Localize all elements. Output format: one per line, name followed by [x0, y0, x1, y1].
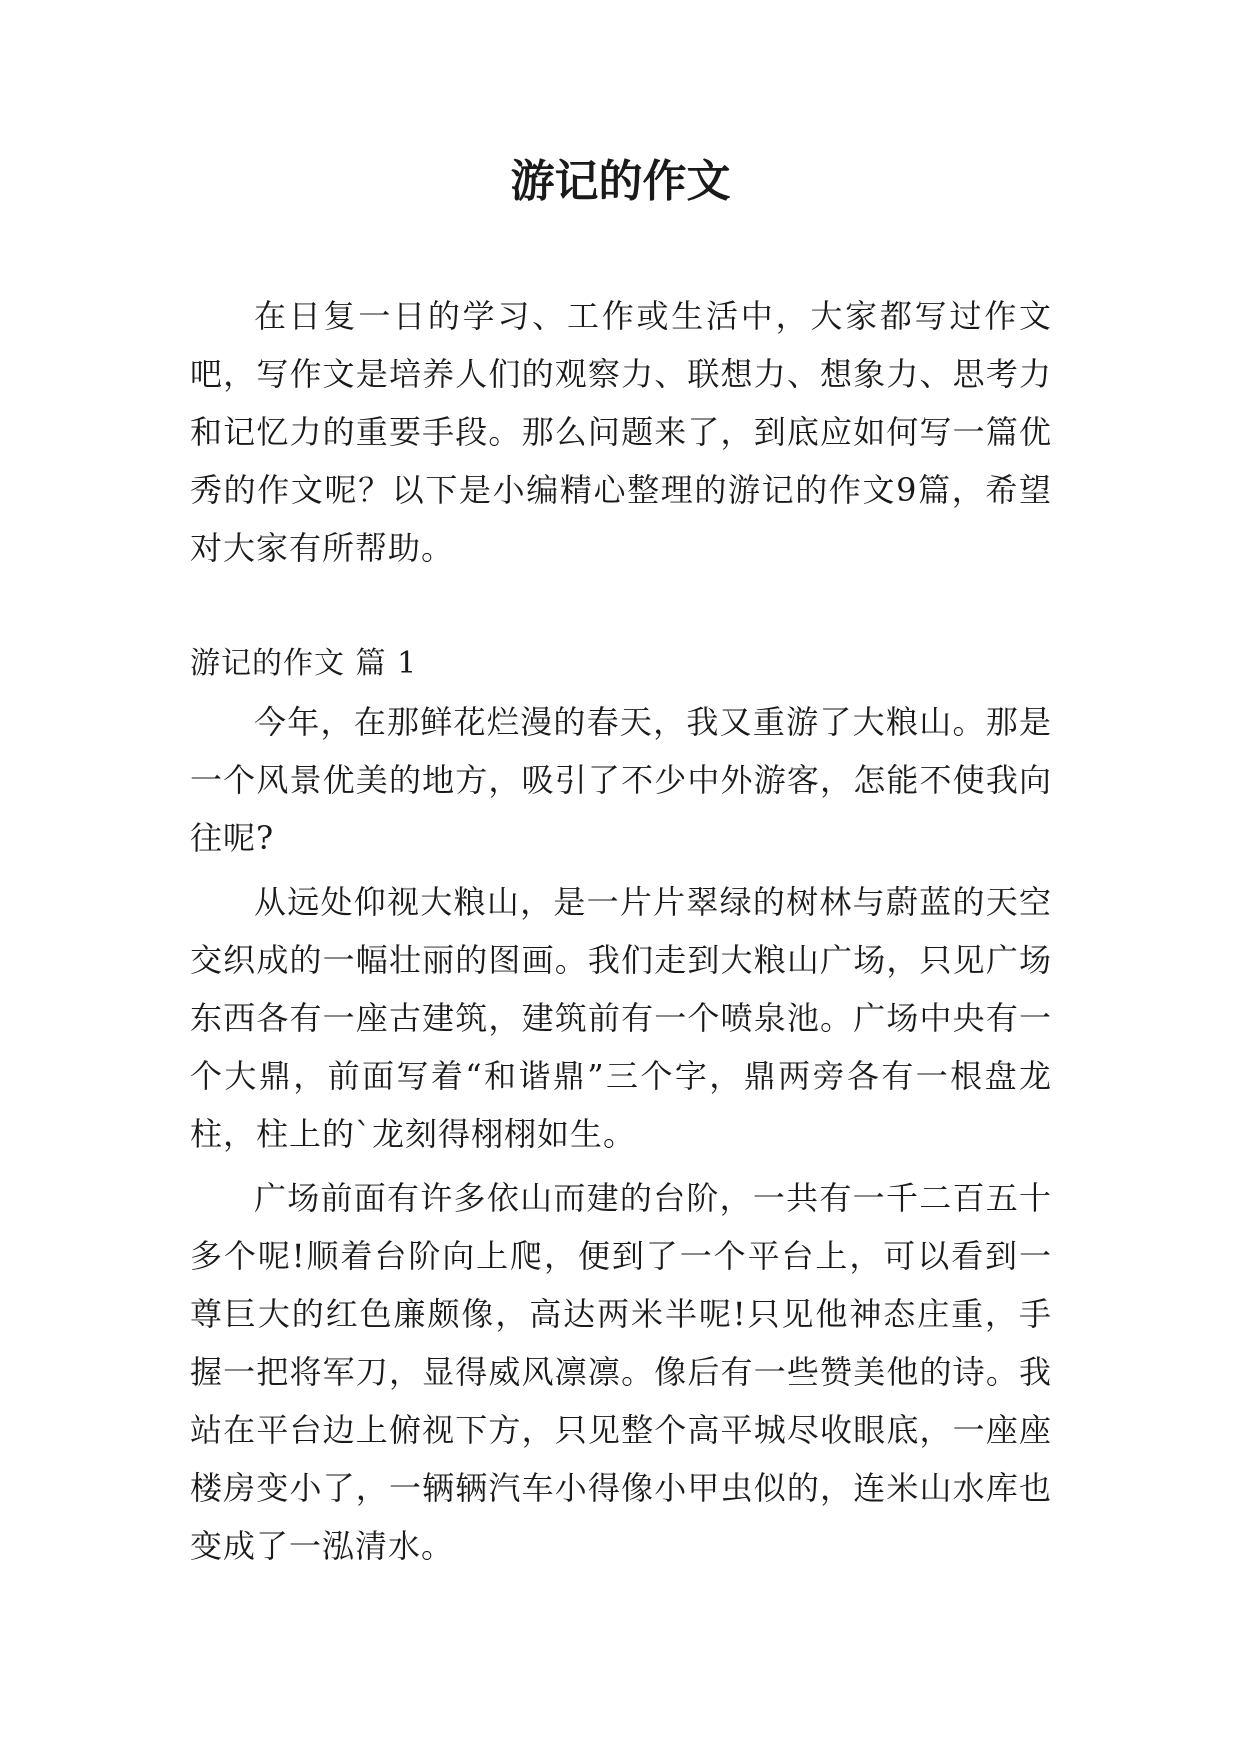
section-heading: 游记的作文 篇 1: [190, 646, 418, 681]
article-paragraph-1: 今年，在那鲜花烂漫的春天，我又重游了大粮山。那是一个风景优美的地方，吸引了不少中外游客，怎能不使我向往呢?: [190, 703, 1052, 857]
article-paragraph-2: 从远处仰视大粮山，是一片片翠绿的树林与蔚蓝的天空交织成的一幅壮丽的图画。我们走到大粮山广场，只见广场东西各有一座古建筑，建筑前有一个喷泉池。广场中央有一个大鼎，前面写着“和谐鼎”三个字，鼎两旁各有一根盘龙柱，柱上的`龙刻得栩栩如生。: [190, 883, 1052, 1153]
article-paragraph-3: 广场前面有许多依山而建的台阶，一共有一千二百五十多个呢!顺着台阶向上爬，便到了一个平台上，可以看到一尊巨大的红色廉颇像，高达两米半呢!只见他神态庄重，手握一把将军刀，显得威风凛凛。像后有一些赞美他的诗。我站在平台边上俯视下方，只见整个高平城尽收眼底，一座座楼房变小了，一辆辆汽车小得像小甲虫似的，连米山水库也变成了一泓清水。: [190, 1179, 1052, 1565]
intro-paragraph: 在日复一日的学习、工作或生活中，大家都写过作文吧，写作文是培养人们的观察力、联想力、想象力、思考力和记忆力的重要手段。那么问题来了，到底应如何写一篇优秀的作文呢？以下是小编精心整理的游记的作文9篇，希望对大家有所帮助。: [190, 297, 1052, 567]
article-section: [190, 635, 1052, 1575]
intro-section: [190, 287, 1052, 577]
document-title: 游记的作文: [510, 156, 731, 207]
